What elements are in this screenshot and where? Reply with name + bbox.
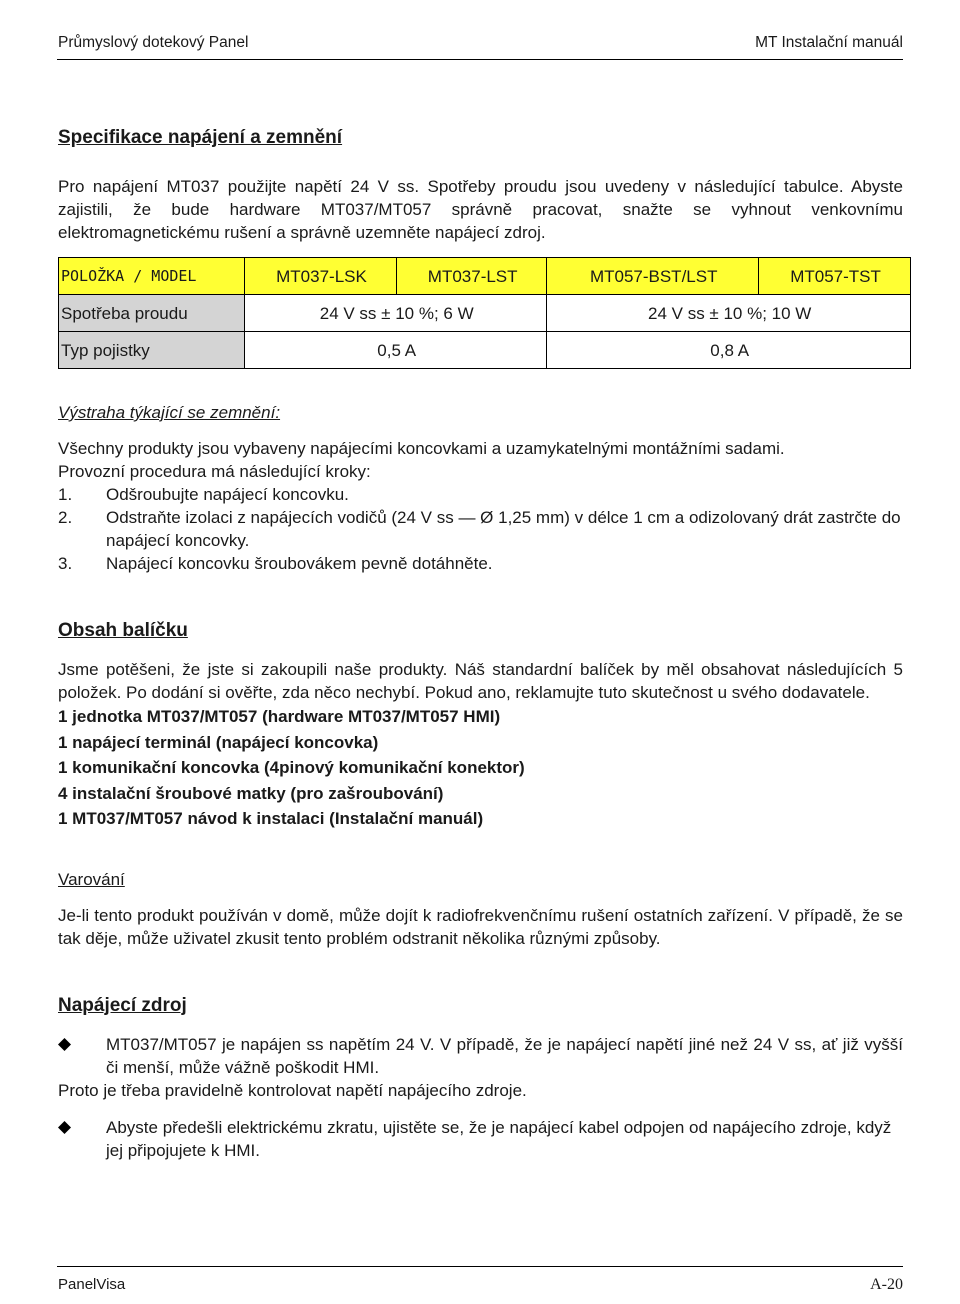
table-model-cell: MT037-LSK bbox=[245, 258, 397, 295]
table-cell: 0,8 A bbox=[547, 332, 911, 369]
table-model-cell: MT037-LST bbox=[396, 258, 546, 295]
step-text: Napájecí koncovku šroubovákem pevně dotáhněte. bbox=[106, 554, 493, 573]
grounding-line-1: Všechny produkty jsou vybaveny napájecími koncovkami a uzamykatelnými montážními sadami. bbox=[58, 439, 785, 458]
step-text: Odšroubujte napájecí koncovku. bbox=[106, 485, 349, 504]
table-header-label: POLOŽKA / MODEL bbox=[59, 258, 245, 295]
bullet-text: Abyste předešli elektrickému zkratu, ujistěte se, že je napájecí kabel odpojen od napájecího zdroje, když jej připojujete k HMI. bbox=[106, 1117, 892, 1160]
list-item: 1 MT037/MT057 návod k instalaci (Instalační manuál) bbox=[58, 809, 484, 828]
section-title-power-supply: Napájecí zdroj bbox=[58, 994, 187, 1016]
grounding-warning-title: Výstraha týkající se zemnění: bbox=[58, 403, 281, 422]
table-row-label: Spotřeba proudu bbox=[59, 295, 245, 332]
power-spec-intro: Pro napájení MT037 použijte napětí 24 V ss. Spotřeby proudu jsou uvedeny v následující tabulce. Abyste zajistili, že bude hardware MT037/MT057 správně pracovat, snažte se vyhnout venkovnímu elektromagnetickému rušení a správně uzemněte napájecí zdroj. bbox=[58, 177, 903, 242]
table-cell: 0,5 A bbox=[245, 332, 547, 369]
section-title-package: Obsah balíčku bbox=[58, 620, 188, 641]
grounding-line-2: Provozní procedura má následující kroky: bbox=[58, 462, 371, 481]
header-left: Průmyslový dotekový Panel bbox=[58, 34, 249, 51]
power-middle-text: Proto je třeba pravidelně kontrolovat napětí napájecího zdroje. bbox=[58, 1080, 527, 1100]
table-model-cell: MT057-TST bbox=[759, 258, 911, 295]
list-item: 1 komunikační koncovka (4pinový komunikační konektor) bbox=[58, 758, 525, 777]
step-text: Odstraňte izolaci z napájecích vodičů (24 V ss — Ø 1,25 mm) v délce 1 cm a odizolovaný drát zastrčte do napájecí koncovky. bbox=[106, 508, 901, 550]
power-spec-table bbox=[58, 257, 911, 369]
package-items bbox=[58, 704, 903, 832]
diamond-bullet-icon bbox=[58, 1116, 106, 1162]
table-model-cell: MT057-BST/LST bbox=[547, 258, 759, 295]
step-number: 1. bbox=[58, 485, 73, 504]
table-row-label: Typ pojistky bbox=[59, 332, 245, 369]
list-item: 1 jednotka MT037/MT057 (hardware MT037/MT057 HMI) bbox=[58, 707, 501, 726]
diamond-bullet-icon bbox=[58, 1033, 106, 1079]
footer-divider bbox=[57, 1266, 903, 1267]
warning-text: Je-li tento produkt používán v domě, může dojít k radiofrekvenčnímu rušení ostatních zařízení. V případě, že se tak děje, může uživatel zkusit tento problém odstranit několika různými způsoby. bbox=[58, 905, 903, 948]
table-cell: 24 V ss ± 10 %; 10 W bbox=[547, 295, 911, 332]
section-title-power-spec: Specifikace napájení a zemnění bbox=[58, 127, 343, 148]
package-intro: Jsme potěšeni, že jste si zakoupili naše produkty. Náš standardní balíček by měl obsahovat následujících 5 položek. Po dodání si ověřte, zda něco nechybí. Pokud ano, reklamujte tuto skutečnost u svého dodavatele. bbox=[58, 660, 903, 702]
footer-left: PanelVisa bbox=[58, 1276, 126, 1293]
list-item bbox=[58, 552, 903, 575]
list-item: 1 napájecí terminál (napájecí koncovka) bbox=[58, 732, 379, 752]
list-item bbox=[58, 506, 903, 552]
table-row bbox=[59, 295, 911, 332]
table-row bbox=[59, 332, 911, 369]
table-header-row bbox=[59, 258, 911, 295]
list-item bbox=[58, 1116, 903, 1162]
warning-title: Varování bbox=[58, 869, 125, 889]
header-right: MT Instalační manuál bbox=[755, 34, 903, 51]
page-number: A-20 bbox=[870, 1276, 903, 1293]
step-number: 2. bbox=[58, 508, 73, 527]
list-item bbox=[58, 1033, 903, 1079]
page-content bbox=[58, 126, 903, 1162]
list-item: 4 instalační šroubové matky (pro zašroubování) bbox=[58, 783, 444, 803]
grounding-steps bbox=[58, 483, 903, 575]
bullet-text: MT037/MT057 je napájen ss napětím 24 V. V případě, že je napájecí napětí jiné než 24 V ss, ať již vyšší či menší, může vážně poškodit HMI. bbox=[106, 1034, 903, 1077]
table-cell: 24 V ss ± 10 %; 6 W bbox=[245, 295, 547, 332]
list-item bbox=[58, 483, 903, 506]
step-number: 3. bbox=[58, 554, 73, 573]
header-divider bbox=[57, 59, 903, 60]
